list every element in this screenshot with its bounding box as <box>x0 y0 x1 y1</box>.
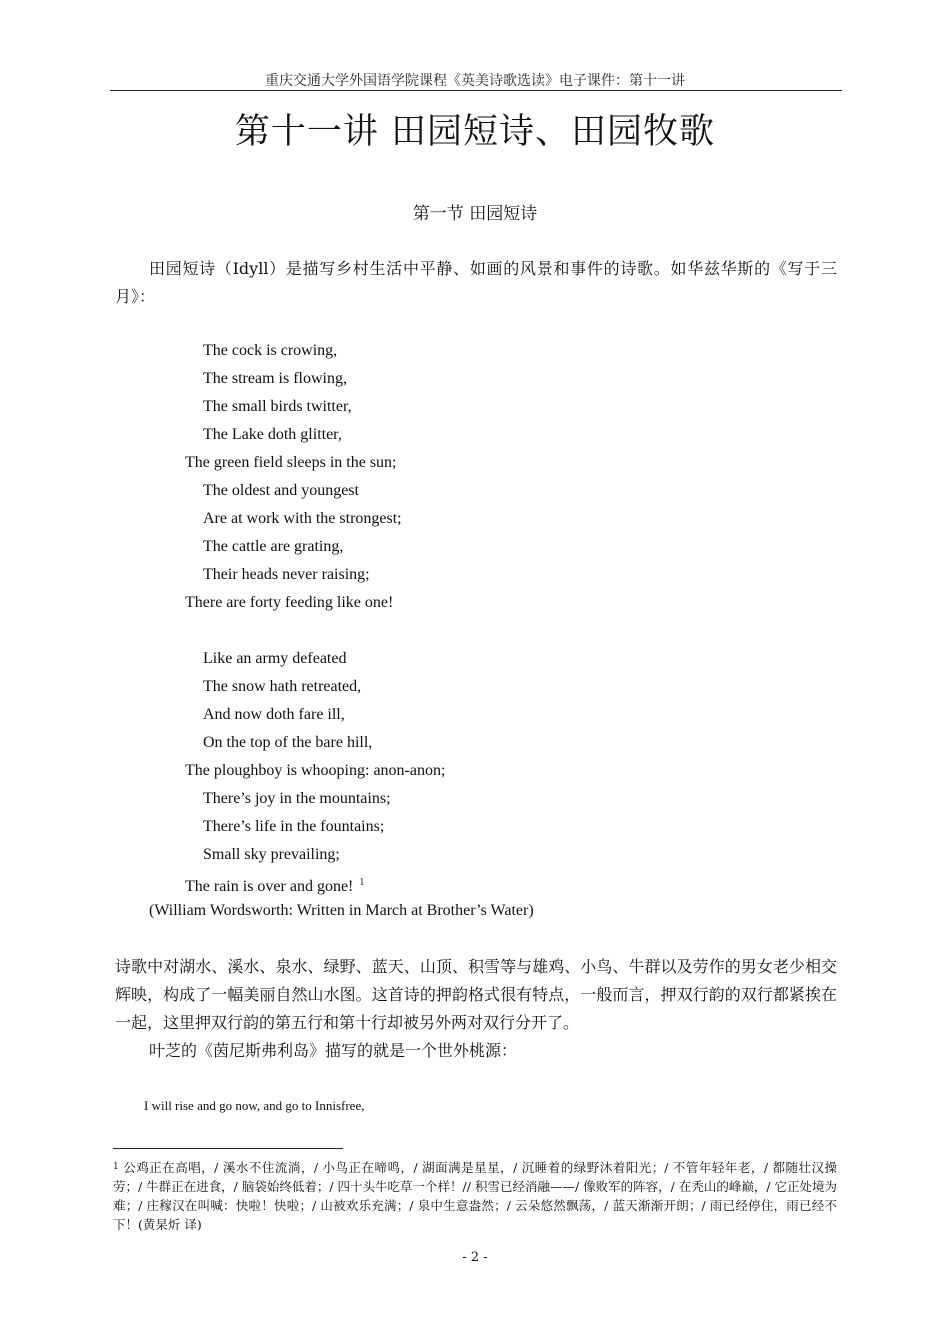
poem-line-text: The rain is over and gone! <box>185 878 354 895</box>
poem-attribution: (William Wordsworth: Written in March at Brother’s Water) <box>149 902 534 919</box>
poem-line <box>185 869 364 897</box>
running-header: 重庆交通大学外国语学院课程《英美诗歌选读》电子课件：第十一讲 <box>265 73 685 89</box>
footnote-text: 公鸡正在高唱，/ 溪水不住流淌，/ 小鸟正在啼鸣，/ 湖面满是星星，/ 沉睡着的绿野沐着阳光；/ 不管年轻年老，/ 都随壮汉操劳；/ 牛群正在进食，/ 脑袋始终低着；/ 四十头牛吃草一个样！// 积雪已经消融——/ 像败军的阵容，/ 在秃山的峰巅，/ 它正处境为难；/ 庄稼汉在叫喊：快啦！快啦；/ 山被欢乐充满；/ 泉中生意盎然；/ 云朵悠然飘荡，/ 蓝天渐渐开朗；/ 雨已经停住，雨已经不下！(黄杲炘 译) <box>113 1160 838 1232</box>
poem-line: There’s life in the fountains; <box>203 818 385 835</box>
header-rule <box>110 90 842 91</box>
poem-line: Like an army defeated <box>203 650 347 667</box>
poem-line: Small sky prevailing; <box>203 846 340 863</box>
poem-line: The green field sleeps in the sun; <box>185 454 397 471</box>
innisfree-line: I will rise and go now, and go to Innisfree, <box>144 1098 365 1113</box>
page-title: 第十一讲 田园短诗、田园牧歌 <box>234 112 716 152</box>
footnote <box>113 1158 837 1234</box>
yeats-intro: 叶芝的《茵尼斯弗利岛》描写的就是一个世外桃源： <box>149 1041 518 1060</box>
poem-line: The small birds twitter, <box>203 398 352 415</box>
poem-line: There’s joy in the mountains; <box>203 790 391 807</box>
analysis-paragraph: 诗歌中对湖水、溪水、泉水、绿野、蓝天、山顶、积雪等与雄鸡、小鸟、牛群以及劳作的男女老少相交辉映，构成了一幅美丽自然山水图。这首诗的押韵格式很有特点，一般而言，押双行韵的双行都紧挨在一起，这里押双行韵的第五行和第十行却被另外两对双行分开了。 <box>115 957 837 1032</box>
page-number: - 2 - <box>462 1250 488 1265</box>
poem-line: And now doth fare ill, <box>203 706 345 723</box>
poem-line: The snow hath retreated, <box>203 678 362 695</box>
poem-line: The cattle are grating, <box>203 538 344 555</box>
poem-line: The stream is flowing, <box>203 370 347 387</box>
section-title: 第一节 田园短诗 <box>412 204 538 224</box>
poem-line: Their heads never raising; <box>203 566 370 583</box>
footnote-mark: 1 <box>113 1162 119 1172</box>
poem-line: On the top of the bare hill, <box>203 734 373 751</box>
footnote-reference[interactable]: 1 <box>359 877 365 888</box>
intro-paragraph: 田园短诗（Idyll）是描写乡村生活中平静、如画的风景和事件的诗歌。如华兹华斯的《写于三月》： <box>115 259 837 306</box>
poem-line: The oldest and youngest <box>203 482 359 499</box>
poem-line: The cock is crowing, <box>203 342 338 359</box>
poem-line: The ploughboy is whooping: anon-anon; <box>185 762 446 779</box>
poem-line: The Lake doth glitter, <box>203 426 342 443</box>
poem-line: Are at work with the strongest; <box>203 510 402 527</box>
poem-line: There are forty feeding like one! <box>185 594 394 611</box>
footnote-rule <box>113 1148 343 1149</box>
